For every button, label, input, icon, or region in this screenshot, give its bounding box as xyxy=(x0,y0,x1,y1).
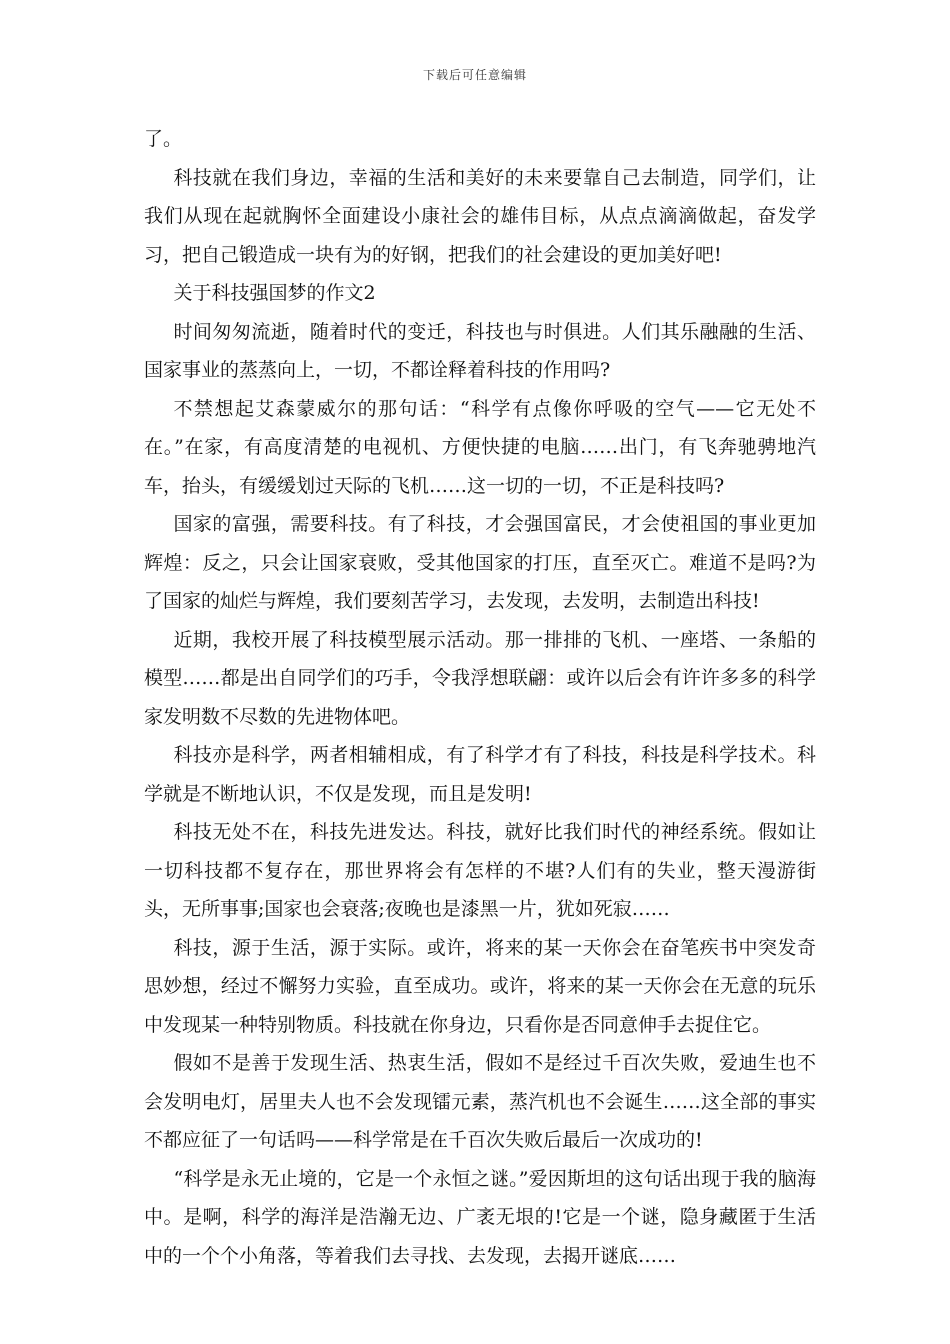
paragraph: “科学是永无止境的，它是一个永恒之谜。”爱因斯坦的这句话出现于我的脑海中。是啊，科学的海洋是浩瀚无边、广袤无垠的!它是一个谜，隐身藏匿于生活中的一个个小角落，等着我们去寻找、去发现，去揭开谜底…… xyxy=(144,1167,816,1267)
paragraph: 国家的富强，需要科技。有了科技，才会强国富民，才会使祖国的事业更加辉煌：反之，只会让国家衰败，受其他国家的打压，直至灭亡。难道不是吗?为了国家的灿烂与辉煌，我们要刻苦学习，去发现，去发明，去制造出科技! xyxy=(144,513,816,612)
essay-title: 关于科技强国梦的作文2 xyxy=(173,282,376,304)
page-header: 下载后可任意编辑 xyxy=(422,68,527,82)
paragraph: 科技，源于生活，源于实际。或许，将来的某一天你会在奋笔疾书中突发奇思妙想，经过不懈努力实验，直至成功。或许，将来的某一天你会在无意的玩乐中发现某一种特别物质。科技就在你身边，只看你是否同意伸手去捉住它。 xyxy=(144,936,816,1036)
document-body xyxy=(144,120,816,1275)
paragraph: 科技就在我们身边，幸福的生活和美好的未来要靠自己去制造，同学们，让我们从现在起就胸怀全面建设小康社会的雄伟目标，从点点滴滴做起，奋发学习，把自己锻造成一块有为的好钢，把我们的社会建设的更加美好吧! xyxy=(144,166,816,266)
paragraph-continuation: 了。 xyxy=(144,128,183,150)
paragraph: 不禁想起艾森蒙威尔的那句话：“科学有点像你呼吸的空气——它无处不在。”在家，有高度清楚的电视机、方便快捷的电脑……出门，有飞奔驰骋地汽车，抬头，有缓缓划过天际的飞机……这一切的一切，不正是科技吗? xyxy=(144,397,816,497)
paragraph: 科技亦是科学，两者相辅相成，有了科学才有了科技，科技是科学技术。科学就是不断地认识，不仅是发现，而且是发明! xyxy=(144,744,816,805)
paragraph: 科技无处不在，科技先进发达。科技，就好比我们时代的神经系统。假如让一切科技都不复存在，那世界将会有怎样的不堪?人们有的失业，整天漫游街头，无所事事;国家也会衰落;夜晚也是漆黑一片，犹如死寂…… xyxy=(144,821,816,920)
paragraph: 近期，我校开展了科技模型展示活动。那一排排的飞机、一座塔、一条船的模型……都是出自同学们的巧手，令我浮想联翩：或许以后会有许许多多的科学家发明数不尽数的先进物体吧。 xyxy=(144,628,816,728)
paragraph: 假如不是善于发现生活、热衷生活，假如不是经过千百次失败，爱迪生也不会发明电灯，居里夫人也不会发现镭元素，蒸汽机也不会诞生……这全部的事实不都应征了一句话吗——科学常是在千百次失败后最后一次成功的! xyxy=(144,1052,816,1151)
paragraph: 时间匆匆流逝，随着时代的变迁，科技也与时俱进。人们其乐融融的生活、国家事业的蒸蒸向上，一切，不都诠释着科技的作用吗? xyxy=(144,320,816,381)
